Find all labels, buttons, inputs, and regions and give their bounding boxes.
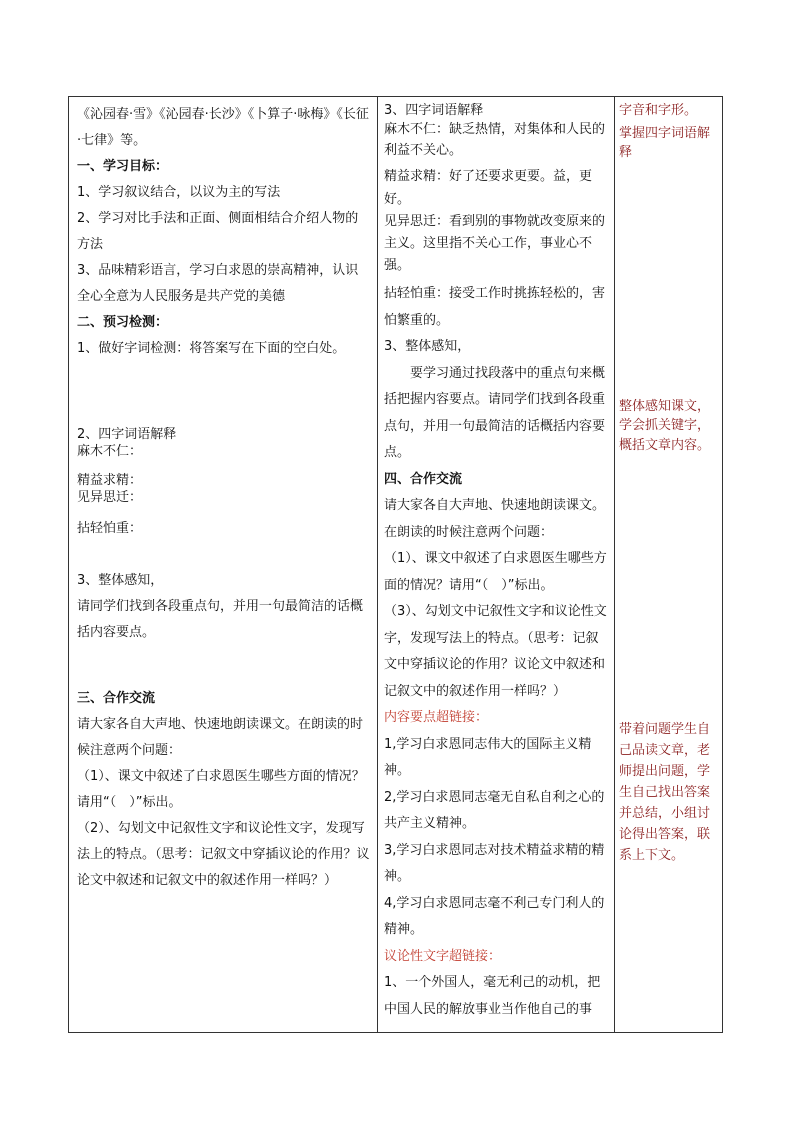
term-definition: 拈轻怕重：接受工作时挑拣轻松的，害怕繁重的。 (384, 286, 606, 328)
notes-column (615, 97, 723, 1032)
overall-title: 3、整体感知， (77, 573, 164, 588)
goal-item: 3、品味精彩语言，学习白求恩的崇高精神，认识全心全意为人民服务是共产党的美德 (77, 263, 359, 304)
question-2: （2）、勾划文中记叙性文字和议论性文字，发现写法上的特点。（思考：记叙文中穿插议论的作用？议论文中叙述和记叙文中的叙述作用一样吗？） (77, 821, 370, 888)
note-text: 掌握四字词语解释 (619, 125, 711, 160)
argument-link-title: 议论性文字超链接： (384, 948, 502, 964)
preview-item: 1、做好字词检测：将答案写在下面的空白处。 (77, 341, 346, 356)
term-definition: 见异思迁：看到别的事物就改变原来的主义。这里指不关心工作，事业心不强。 (384, 214, 606, 273)
cooperation-text: 请大家各自大声地、快速地朗读课文。在朗读的时候注意两个问题： (384, 498, 606, 540)
term-blank: 拈轻怕重： (77, 521, 143, 536)
cooperation-text: 请大家各自大声地、快速地朗读课文。在朗读的时候注意两个问题： (77, 717, 364, 758)
terms-title: 2、四字词语解释 (77, 427, 177, 442)
section-learning-goals-title: 一、学习目标： (77, 159, 169, 174)
goal-item: 2、学习对比手法和正面、侧面相结合介绍人物的方法 (77, 211, 359, 252)
overall-text: 要学习通过找段落中的重点句来概括把握内容要点。请同学们找到各段重点句，并用一句最简洁的话概括内容要点。 (384, 365, 606, 460)
blank-space (77, 362, 371, 426)
term-blank: 麻木不仁： (77, 444, 143, 459)
note-text: 带着问题学生自己品读文章，老师提出问题，学生自己找出答案并总结，小组讨论得出答案，联系上下文。 (619, 722, 711, 863)
content-point: 1,学习白求恩同志伟大的国际主义精神。 (384, 736, 592, 778)
section-preview-title: 二、预习检测： (77, 315, 169, 330)
question-3: （3）、勾划文中记叙性文字和议论性文字，发现写法上的特点。（思考：记叙文中穿插议论的作用？议论文中叙述和记叙文中的叙述作用一样吗？） (384, 604, 607, 699)
student-column (69, 97, 377, 1032)
content-points-link-title: 内容要点超链接： (384, 710, 489, 725)
section-cooperation-title: 三、合作交流 (77, 691, 156, 706)
term-blank: 见异思迁： (77, 490, 143, 505)
argument-text: 1、一个外国人，毫无利己的动机，把中国人民的解放事业当作他自己的事 (384, 975, 601, 1017)
note-text: 整体感知课文，学会抓关键字，概括文章内容。 (619, 398, 711, 453)
content-point: 4,学习白求恩同志毫不利己专门利人的精神。 (384, 895, 605, 937)
intro-text: 《沁园春·雪》《沁园春·长沙》《卜算子·咏梅》《长征·七律》等。 (77, 107, 369, 148)
overall-text: 请同学们找到各段重点句，并用一句最简洁的话概括内容要点。 (77, 599, 364, 640)
teacher-column (378, 97, 614, 1032)
question-1: （1）、课文中叙述了白求恩医生哪些方面的情况？请用“（ ）”标出。 (77, 769, 365, 810)
terms-title: 3、四字词语解释 (384, 103, 484, 118)
section-cooperation-title: 四、合作交流 (384, 471, 463, 487)
term-definition: 精益求精：好了还要求更要。益，更好。 (384, 169, 593, 207)
question-1: （1）、课文中叙述了白求恩医生哪些方面的情况？请用“（ ）”标出。 (384, 551, 607, 593)
content-point: 3,学习白求恩同志对技术精益求精的精神。 (384, 842, 605, 884)
lesson-table (68, 96, 723, 1033)
goal-item: 1、学习叙议结合，以议为主的写法 (77, 185, 281, 200)
overall-title: 3、整体感知， (384, 339, 471, 354)
note-text: 字音和字形。 (619, 103, 698, 118)
term-definition: 麻木不仁：缺乏热情，对集体和人民的利益不关心。 (384, 122, 606, 158)
content-point: 2,学习白求恩同志毫无自私自利之心的共产主义精神。 (384, 789, 605, 831)
term-blank: 精益求精： (77, 473, 143, 488)
